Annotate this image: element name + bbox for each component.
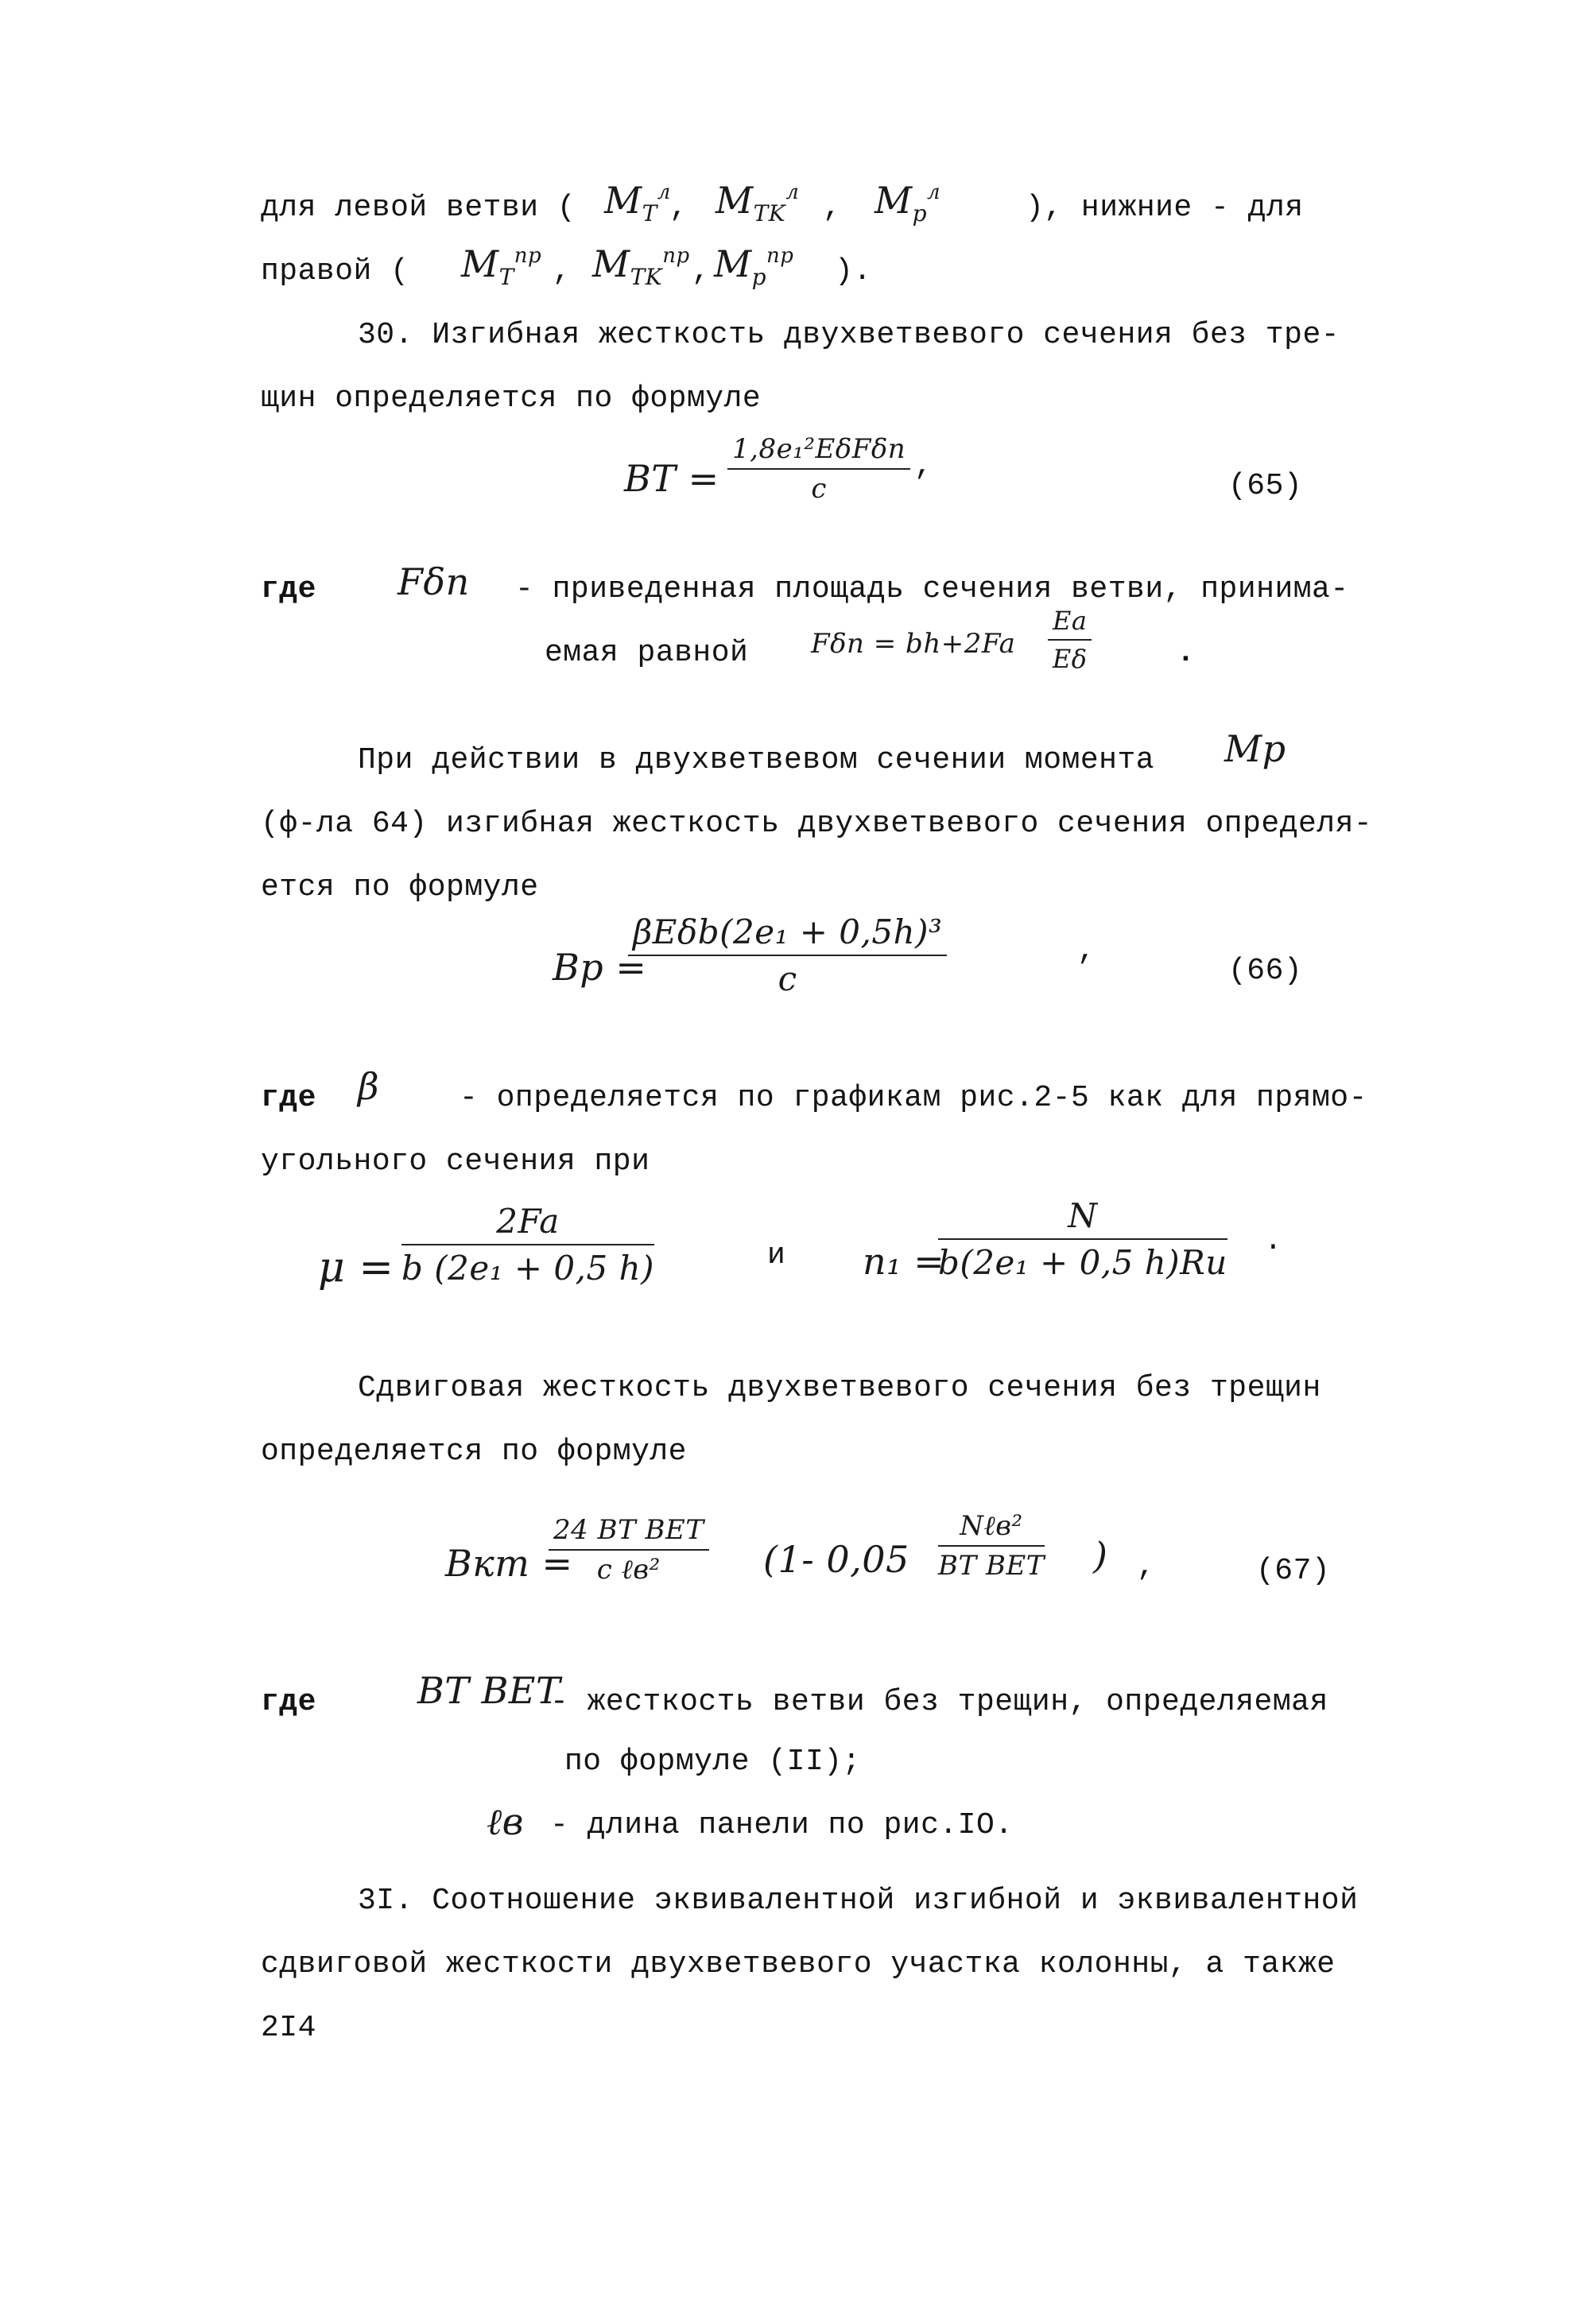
eq67-number: (67) <box>1256 1554 1331 1588</box>
p-moment-line2: (ф-ла 64) изгибная жесткость двухветвевого сечения определя- <box>261 807 1373 841</box>
comma: , <box>692 254 711 289</box>
where65-dot: . <box>1177 636 1196 670</box>
p31-line1: 3I. Соотношение эквивалентной изгибной и эквивалентной <box>358 1884 1359 1918</box>
eq65-number: (65) <box>1228 469 1303 503</box>
eq-mu-dot: . <box>1264 1224 1283 1258</box>
eq67-inner-fraction <box>938 1510 1045 1582</box>
where66-text2: угольного сечения при <box>261 1145 650 1179</box>
eq67-inner-numerator: Nℓв² <box>938 1510 1045 1547</box>
p30-line2: щин определяется по формуле <box>261 382 762 416</box>
eq66-denominator: c <box>778 959 797 998</box>
eq-mu-fraction <box>401 1202 654 1288</box>
eq-n1-numerator: N <box>938 1196 1227 1240</box>
line1-start: для левой ветви ( <box>261 191 576 225</box>
eq-mu-and: и <box>767 1238 786 1272</box>
comma: , <box>553 254 572 289</box>
p-shear-line1: Сдвиговая жесткость двухветвевого сечения без трещин <box>358 1371 1321 1405</box>
where67-text3: - длина панели по рис.IO. <box>550 1808 1014 1842</box>
where65-label: где <box>261 572 316 606</box>
eq-n1-denominator: b(2e₁ + 0,5 h)Rи <box>938 1243 1227 1282</box>
eq65-fraction <box>727 433 910 505</box>
eq-n1-fraction <box>938 1196 1227 1282</box>
eq-mu-lhs: μ = <box>318 1244 394 1292</box>
moment-left-p: $M_p^л$ <box>874 179 941 227</box>
p31-line2: сдвиговой жесткости двухветвевого участка колонны, а также <box>261 1947 1336 1981</box>
eq67-inner-denominator: BT ВЕТ <box>938 1550 1045 1582</box>
eq-n1-lhs: n₁ = <box>863 1240 945 1283</box>
where67-symbol2: ℓв <box>487 1800 524 1843</box>
p-shear-line2: определяется по формуле <box>261 1435 687 1469</box>
eq66-comma: , <box>1077 934 1096 968</box>
eq67-comma: , <box>1137 1550 1156 1584</box>
line1-text <box>261 191 576 225</box>
eq-mu-numerator: 2Fa <box>401 1202 654 1245</box>
eq65-denominator: c <box>811 473 827 505</box>
line2-end: ). <box>835 254 872 289</box>
eq66-fraction <box>628 912 947 998</box>
eq67-paren-close: ) <box>1093 1534 1108 1577</box>
where67-text2: по формуле (II); <box>564 1745 861 1779</box>
eq66-numerator: βEδb(2e₁ + 0,5h)³ <box>628 912 947 956</box>
eq65-numerator: 1,8e₁²EδFδп <box>727 433 910 470</box>
p-moment-line3: ется по формуле <box>261 870 539 904</box>
p-moment-symbol: Mp <box>1224 727 1286 770</box>
moment-right-t: $M_T^{пр}$ <box>461 242 542 290</box>
line2-start: правой ( <box>261 254 409 289</box>
eq67-paren-open: (1- 0,05 <box>763 1538 909 1581</box>
page-number: 2I4 <box>261 2011 316 2045</box>
where65-text2: емая равной <box>545 636 749 670</box>
where66-label: где <box>261 1081 316 1115</box>
where65-text1: - приведенная площадь сечения ветви, принима- <box>515 572 1349 606</box>
where67-text1: - жесткость ветви без трещин, определяемая <box>550 1685 1328 1719</box>
moment-left-t: $M_T^л$ <box>604 179 671 227</box>
moment-left-tk: $M_{TK}^л$ <box>716 179 800 227</box>
eq65-comma: , <box>914 449 933 483</box>
eq67-fraction <box>549 1514 709 1586</box>
eq67-lhs: Bкт = <box>445 1542 573 1585</box>
where67-symbol1: BT ВЕТ <box>417 1669 561 1712</box>
comma: , <box>669 191 688 225</box>
eq66-number: (66) <box>1228 954 1303 988</box>
eq-mu-denominator: b (2e₁ + 0,5 h) <box>401 1249 655 1288</box>
comma: , <box>823 191 842 225</box>
p-moment-line1: При действии в двухветвевом сечении момента <box>358 743 1155 777</box>
moment-right-p: $M_p^{пр}$ <box>714 242 794 290</box>
where67-label: где <box>261 1685 316 1719</box>
where65-formula-lhs: Fδп = bh+2Fa <box>811 628 1016 660</box>
moment-right-tk: $M_{TK}^{пр}$ <box>592 242 690 290</box>
eq67-numerator: 24 BT ВЕТ <box>549 1514 709 1551</box>
where66-symbol: β <box>358 1065 380 1108</box>
eq67-denominator: c ℓв² <box>596 1554 661 1586</box>
where65-formula-fraction: $\frac{Ea}{E\delta}$ <box>1048 606 1092 674</box>
p30-line1: 30. Изгибная жесткость двухветвевого сечения без тре- <box>358 318 1340 352</box>
eq65-lhs: BT = <box>624 457 719 500</box>
line1-end: ), нижние - для <box>1026 191 1304 225</box>
where66-text1: - определяется по графикам рис.2-5 как для прямо- <box>460 1081 1367 1115</box>
where65-symbol: Fδп <box>398 560 470 603</box>
eq66-lhs: Bp = <box>553 946 647 989</box>
